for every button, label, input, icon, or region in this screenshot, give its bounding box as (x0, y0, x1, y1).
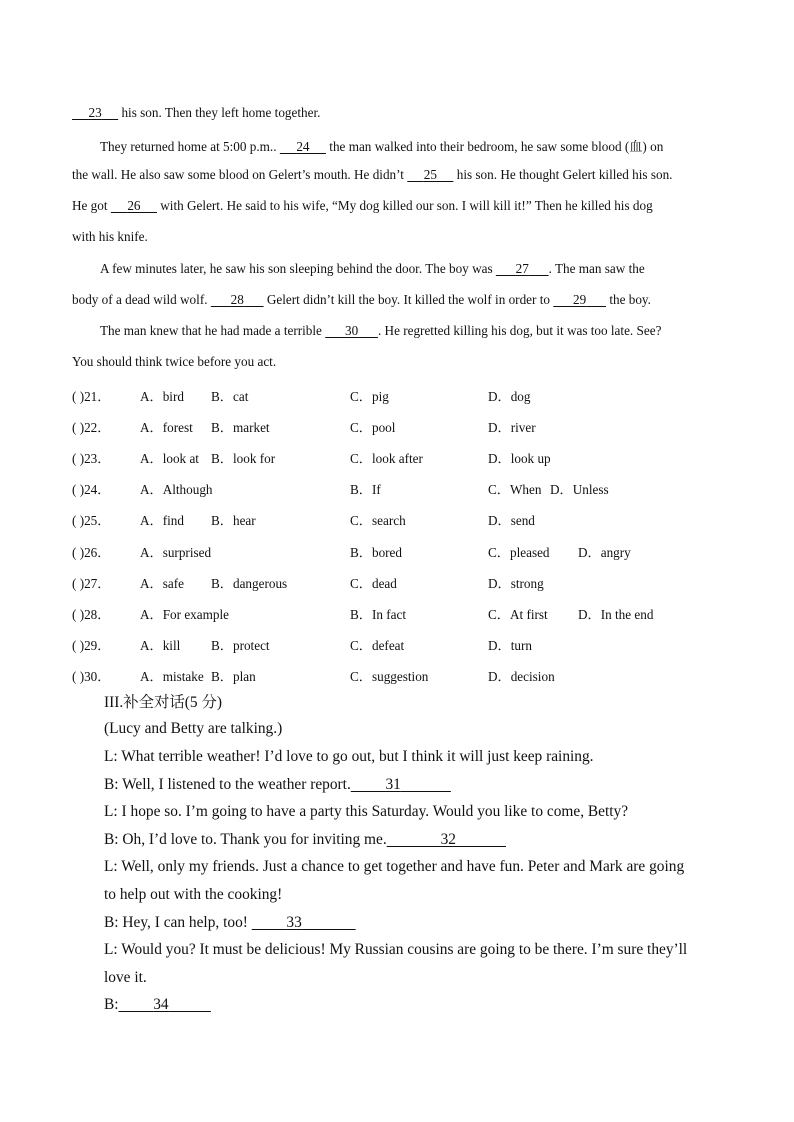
option-d: D．look up (488, 451, 551, 466)
option-d: D．decision (488, 669, 555, 684)
option-a: A．look at (140, 451, 199, 466)
dialogue-line: L: Would you? It must be delicious! My Russian cousins are going to be there. I’m sure they’ll (104, 941, 688, 958)
blank-29: 29 (573, 292, 587, 307)
passage-line-4: He got 26 with Gelert. He said to his wife, “My dog killed our son. I will kill it!” Then he killed his dog (72, 198, 653, 213)
option-d: D．turn (488, 638, 532, 653)
option-b: B．plan (211, 669, 256, 684)
passage-line-7: body of a dead wild wolf. 28 Gelert didn’t kill the boy. It killed the wolf in order to 29 the boy. (72, 292, 651, 307)
option-d: D．strong (488, 576, 544, 591)
dialogue-line: love it. (104, 969, 147, 986)
blank-31: 31 (385, 776, 401, 793)
option-b: B．cat (211, 389, 249, 404)
blank-24: 24 (296, 139, 310, 154)
dialogue-line: to help out with the cooking! (104, 886, 283, 903)
option-c: C．pool (350, 420, 396, 435)
blank-34: 34 (153, 996, 169, 1013)
dialogue-line: L: I hope so. I’m going to have a party this Saturday. Would you like to come, Betty? (104, 803, 629, 820)
dialogue-line: B: Oh, I’d love to. Thank you for inviting me. 32 (104, 831, 506, 849)
passage-line-3: the wall. He also saw some blood on Gelert’s mouth. He didn’t 25 his son. He thought Gelert killed his son. (72, 167, 673, 182)
option-d: D．In the end (578, 607, 654, 622)
dialogue-line: B: Well, I listened to the weather report. 31 (104, 776, 451, 794)
blank-26: 26 (127, 198, 141, 213)
question-number: ( )22． (72, 420, 111, 435)
blank-23: 23 (88, 105, 102, 120)
option-b: B．protect (211, 638, 270, 653)
question-number: ( )28． (72, 607, 111, 622)
dialogue-line: B: Hey, I can help, too! 33 (104, 914, 356, 932)
option-b: B．bored (350, 545, 403, 560)
dialogue-line: L: What terrible weather! I’d love to go out, but I think it will just keep raining. (104, 748, 594, 765)
option-d: D．dog (488, 389, 531, 404)
passage-line-5: with his knife. (72, 229, 148, 244)
blank-30: 30 (344, 323, 359, 338)
option-c: C．At first (488, 607, 548, 622)
passage-line-8: The man knew that he had made a terrible 30 . He regretted killing his dog, but it was too late. See? (100, 323, 662, 338)
option-c: C．defeat (350, 638, 405, 653)
dialogue-line: L: Well, only my friends. Just a chance to get together and have fun. Peter and Mark are going (104, 858, 685, 875)
passage-line-1: 23 his son. Then they left home together. (72, 105, 320, 121)
option-a: A．forest (140, 420, 193, 435)
option-c: C．look after (350, 451, 423, 466)
question-number: ( )25． (72, 513, 111, 528)
question-number: ( )24． (72, 482, 111, 497)
question-number: ( )30． (72, 669, 111, 684)
option-d: D．river (488, 420, 536, 435)
option-c: C．search (350, 513, 406, 528)
blank-32: 32 (440, 831, 456, 848)
option-a: A．find (140, 513, 184, 528)
blank-27: 27 (515, 261, 529, 276)
passage-line-9: You should think twice before you act. (72, 354, 277, 369)
blank-28: 28 (230, 292, 244, 307)
option-c: C．When (488, 482, 542, 497)
question-number: ( )29． (72, 638, 111, 653)
option-b: B．market (211, 420, 270, 435)
blank-25: 25 (423, 167, 437, 182)
option-a: A．safe (140, 576, 184, 591)
option-c: C．dead (350, 576, 397, 591)
option-b: B．hear (211, 513, 256, 528)
option-d: D．angry (578, 545, 631, 560)
section-title: III.补全对话(5 分) (104, 694, 222, 711)
option-a: A．Although (140, 482, 213, 497)
option-c: C．suggestion (350, 669, 429, 684)
option-a: A．For example (140, 607, 229, 622)
option-b: B．In fact (350, 607, 407, 622)
option-c: C．pleased (488, 545, 550, 560)
question-number: ( )27． (72, 576, 111, 591)
question-number: ( )21． (72, 389, 111, 404)
option-a: A．surprised (140, 545, 212, 560)
option-d: D．send (488, 513, 535, 528)
dialogue-intro: (Lucy and Betty are talking.) (104, 720, 283, 737)
option-b: B．If (350, 482, 381, 497)
passage-line-6: A few minutes later, he saw his son sleeping behind the door. The boy was 27 . The man saw the (100, 261, 645, 276)
option-c: C．pig (350, 389, 389, 404)
option-b: B．look for (211, 451, 276, 466)
dialogue-line: B: 34 (104, 996, 211, 1014)
option-a: A．mistake (140, 669, 204, 684)
option-a: A．kill (140, 638, 181, 653)
option-a: A．bird (140, 389, 184, 404)
option-d: D．Unless (550, 482, 609, 497)
option-b: B．dangerous (211, 576, 288, 591)
passage-line-2: They returned home at 5:00 p.m.. 24 the man walked into their bedroom, he saw some blood (血) on (100, 139, 664, 154)
question-number: ( )23． (72, 451, 111, 466)
blank-33: 33 (286, 914, 302, 931)
question-number: ( )26． (72, 545, 111, 560)
